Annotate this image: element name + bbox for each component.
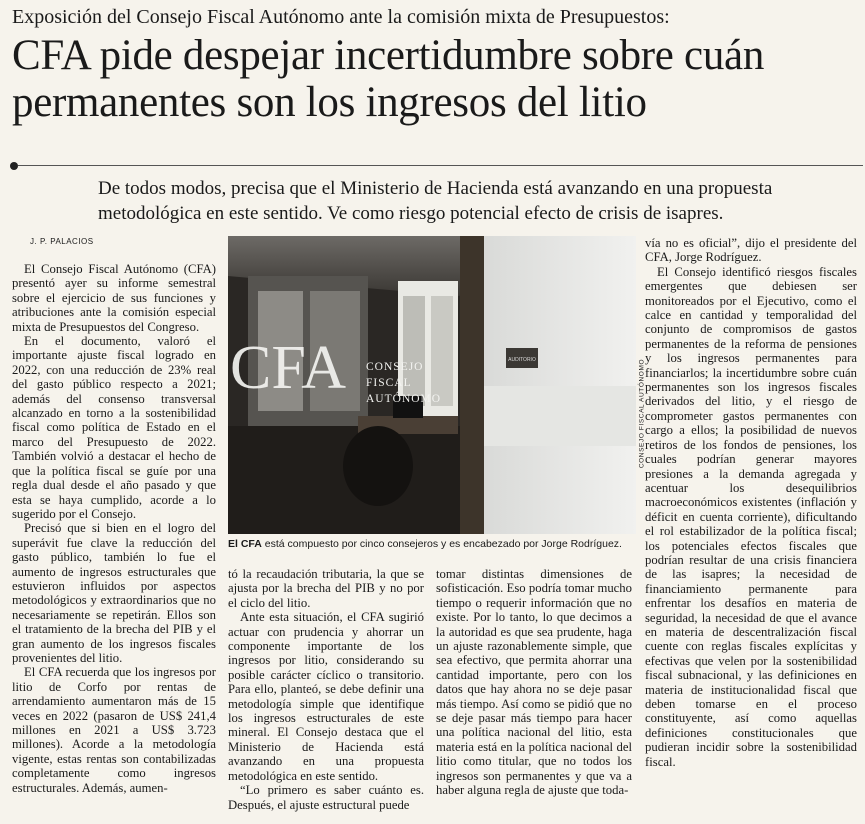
body-column-1 — [12, 262, 216, 795]
body-column-2 — [228, 567, 424, 812]
paragraph: En el documento, valoró el importante ajuste fiscal logrado en 2022, con una reducción de 23% real del gasto público respecto a 2021; además del consenso transversal alcanzado en torno a la sostenibilidad fiscal como política de Estado en el marco del Presupuesto de 2022. También volvió a destacar el hecho de que la política fiscal se guíe por una regla dual desde el año pasado y que esta se haya cumplido, acorde a lo sugerido por el Consejo. — [12, 334, 216, 521]
body-column-3 — [436, 567, 632, 798]
caption-bold: El CFA — [228, 538, 262, 550]
logo-line-2: FISCAL — [366, 377, 412, 389]
logo-line-1: CONSEJO — [366, 361, 424, 373]
door-sign: AUDITORIO — [508, 357, 536, 363]
paragraph: Ante esta situación, el CFA sugirió actuar con prudencia y ahorrar un componente importante de los ingresos por litio, considerando su posible carácter cíclico o transitorio. Para ello, planteó, se debe definir una metodología simple que identifique los ingresos estructurales de este mineral. El Consejo destaca que el Ministerio de Hacienda está avanzando en una propuesta metodológica en este sentido. — [228, 610, 424, 783]
paragraph: El Consejo Fiscal Autónomo (CFA) presentó ayer su informe semestral sobre el ejercicio de sus funciones y atribuciones ante la comisión especial mixta de Presupuestos del Congreso. — [12, 262, 216, 334]
kicker: Exposición del Consejo Fiscal Autónomo ante la comisión mixta de Presupuestos: — [12, 6, 670, 28]
paragraph: El Consejo identificó riesgos fiscales emergentes que debiesen ser monitoreados por el Ejecutivo, como el calce en cantidad y temporalidad del conjunto de compromisos de gastos permanentes de la reforma de pensiones y los ingresos permanentes para financiarlos; la incertidumbre sobre cuán permanentes son los ingresos fiscales derivados del litio, y el riesgo de comprometer gastos permanentes con cargo a ellos; la posibilidad de nuevos retiros de los fondos de pensiones, los cuales podrían generar mayores presiones a la demanda agregada y acentuar los desequilibrios macroeconómicos existentes (inflación y déficit en cuenta corriente), dificultando el rol estabilizador de la política fiscal; los potenciales efectos fiscales que podrían resultar de una crisis financiera de las isapres; la necesidad de financiamiento permanente para enfrentar los desafíos en materia de seguridad, la necesidad de que el avance en materia de descentralización fiscal cuente con reglas fiscales explícitas y efectivas que velen por la sostenibilidad fiscal subnacional, y las definiciones en materia de institucionalidad fiscal que deben tomarse en el proceso constituyente, así como aquellas definiciones constitucionales que pudieran incidir sobre la sostenibilidad fiscal. — [645, 264, 857, 769]
paragraph: tó la recaudación tributaria, la que se ajusta por la brecha del PIB y no por el ciclo del litio. — [228, 567, 424, 610]
rule-dot — [10, 162, 18, 170]
paragraph: Precisó que si bien en el logro del superávit fue clave la reducción del gasto público, también lo fue el aumento de ingresos estructurales que estuvieron influidos por aspectos metodológicos y extraordinarios que no necesariamente se repetirán. Ellos son el tratamiento de la brecha del PIB y el gran aumento de los ingresos fiscales provenientes del litio. — [12, 521, 216, 665]
body-column-4 — [645, 236, 857, 769]
paragraph: El CFA recuerda que los ingresos por litio de Corfo por rentas de arrendamiento aumentaron más de 15 veces en 2022 (pasaron de US$ 241,4 millones en 2021 a US$ 3.723 millones). Acorde a la metodología vigente, estas rentas son contabilizadas completamente como ingresos estructurales. Además, aumen- — [12, 665, 216, 795]
divider-rule — [18, 165, 863, 166]
byline: J. P. PALACIOS — [30, 237, 94, 246]
paragraph: vía no es oficial”, dijo el presidente del CFA, Jorge Rodríguez. — [645, 236, 857, 265]
cfa-logo-letters: CFA — [230, 334, 347, 402]
deck-subheading: De todos modos, precisa que el Ministerio de Hacienda está avanzando en una propuesta metodológica en este sentido. Ve como riesgo potencial efecto de crisis de isapres. — [98, 178, 773, 224]
logo-line-3: AUTÓNOMO — [366, 393, 442, 405]
photo-illustration — [228, 236, 636, 534]
caption-text: está compuesto por cinco consejeros y es encabezado por Jorge Rodríguez. — [261, 538, 622, 550]
photo-credit-text: CONSEJO FISCAL AUTÓNOMO — [638, 358, 646, 469]
paragraph: “Lo primero es saber cuánto es. Después, el ajuste estructural puede — [228, 783, 424, 812]
photo-caption — [228, 538, 638, 551]
office-photo — [228, 236, 636, 534]
paragraph: tomar distintas dimensiones de sofisticación. Eso podría tomar mucho tiempo o requerir información que no existe. Por lo tanto, lo que decimos a la autoridad es que sea prudente, haga un ajuste razonablemente simple, que sea efectivo, que permita ahorrar una cantidad importante, pero con los datos que hay ahora no se deje pasar más tiempo. Así como se pidió que no se deje pasar más tiempo para hacer una política nacional del litio, esta materia está en la política nacional del litio como titular, que no todos los ingresos son permanentes y que va a haber alguna regla de ajuste que toda- — [436, 567, 632, 798]
headline: CFA pide despejar incertidumbre sobre cuán permanentes son los ingresos del litio — [12, 32, 765, 126]
